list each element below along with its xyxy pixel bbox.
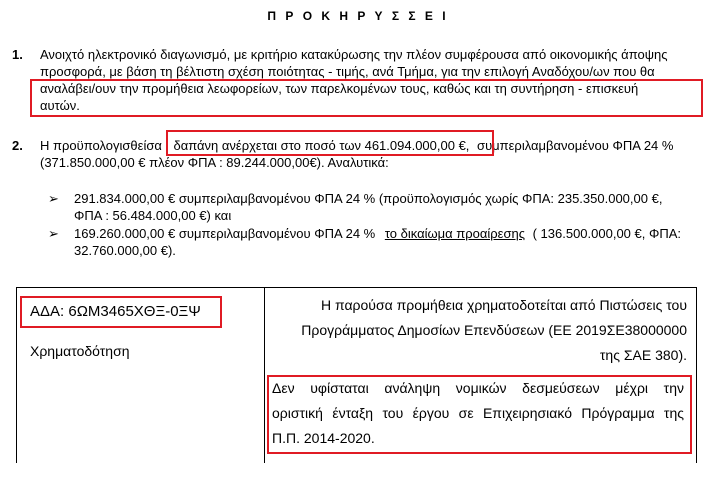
funding-label: Χρηματοδότηση [30,343,130,359]
ada-code: ΑΔΑ: 6ΩΜ3465ΧΘΞ-0ΞΨ [30,303,201,320]
bullet-2-text [74,225,710,259]
bullet-1-text [74,190,710,224]
funding-p1-line-1: Η παρούσα προμήθεια χρηματοδοτείται από Πιστώσεις του [321,297,687,313]
item-1-number: 1. [12,47,23,62]
table-border-right [696,287,697,463]
item-1-line-2: προσφορά, με βάση τη βέλτιστη σχέση ποιότητας - τιμής, ανά Τμήμα, για την επιλογή Αναδόχου/ων που θα [40,64,655,79]
item-2-number: 2. [12,138,23,153]
bullet-2-line-2: 32.760.000,00 €). [74,243,176,258]
table-border-left [16,287,17,463]
bullet-1-line-2: ΦΠΑ : 56.484.000,00 €) και [74,208,232,223]
highlight-box-ada [20,296,222,328]
table-border-top [16,287,697,288]
item-2-line-2: (371.850.000,00 € πλέον ΦΠΑ : 89.244.000,00€). Αναλυτικά: [40,155,389,170]
page-heading: Π Ρ Ο Κ Η Ρ Υ Σ Σ Ε Ι [267,9,449,23]
bullet-2-line-1 [74,225,710,242]
bullet-2-line-1-c: ( 136.500.000,00 €, ΦΠΑ: [532,226,682,241]
table-column-divider [264,287,265,463]
funding-p1-line-2: Προγράμματος Δημοσίων Επενδύσεων (ΕΕ 2019ΣΕ38000000 [301,322,687,338]
funding-paragraph-1 [272,293,687,368]
bullet-2-option-right: το δικαίωμα προαίρεσης [384,226,525,241]
funding-p2-line-3: Π.Π. 2014-2020. [272,430,375,446]
funding-p2-line-2: οριστική ένταξη του έργου σε Επιχειρησιακό Πρόγραμμα της [272,405,684,421]
item-1-line-1: Ανοιχτό ηλεκτρονικό διαγωνισμό, με κριτήριο κατακύρωσης την πλέον συμφέρουσα από οικονομικής άποψης [40,47,668,62]
highlight-box-item-1 [30,79,703,117]
item-2-line-1-c: συμπεριλαμβανομένου ΦΠΑ 24 % [477,138,674,153]
funding-p1-line-3: της ΣΑΕ 380). [599,347,687,363]
item-1-line-4: αυτών. [40,98,80,113]
bullet-1-line-1: 291.834.000,00 € συμπεριλαμβανομένου ΦΠΑ 24 % (προϋπολογισμός χωρίς ΦΠΑ: 235.350.000,00 €, [74,191,663,206]
item-2-line-1-a: Η προϋπολογισθείσα [40,138,162,153]
highlight-box-item-2 [166,130,494,156]
bullet-2-arrow-icon: ➢ [48,226,59,241]
highlight-box-funding-note [267,375,692,454]
item-1-line-3: αναλάβει/ουν την προμήθεια λεωφορείων, των παρελκομένων τους, καθώς και τη συντήρηση - επισκευή [40,81,639,96]
bullet-1-arrow-icon: ➢ [48,191,59,206]
bullet-2-line-1-a: 169.260.000,00 € συμπεριλαμβανομένου ΦΠΑ 24 % [74,226,376,241]
funding-p2-line-1: Δεν υφίσταται ανάληψη νομικών δεσμεύσεων μέχρι την [272,380,684,396]
item-2-line-1-b: δαπάνη ανέρχεται στο ποσό των 461.094.000,00 €, [173,138,470,153]
